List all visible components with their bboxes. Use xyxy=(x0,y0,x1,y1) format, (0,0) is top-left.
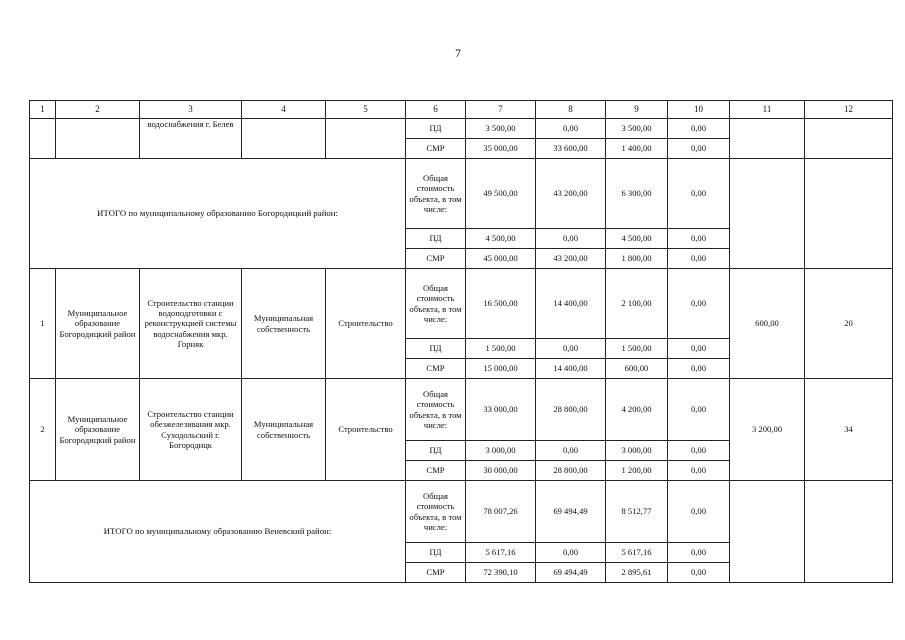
value-cell: 1 500,00 xyxy=(466,339,536,359)
value-cell: 0,00 xyxy=(668,139,730,159)
value-cell: 14 400,00 xyxy=(536,269,606,339)
column-header: 9 xyxy=(606,101,668,119)
value-cell: 16 500,00 xyxy=(466,269,536,339)
value-cell: 0,00 xyxy=(668,249,730,269)
page-number: 7 xyxy=(455,46,461,60)
value-cell: 3 000,00 xyxy=(466,441,536,461)
value-cell: 0,00 xyxy=(536,229,606,249)
cell xyxy=(730,119,805,159)
value-cell: 5 617,16 xyxy=(606,543,668,563)
value-cell: 3 500,00 xyxy=(466,119,536,139)
value-cell: 28 800,00 xyxy=(536,379,606,441)
value-cell: 0,00 xyxy=(668,441,730,461)
value-cell: 35 000,00 xyxy=(466,139,536,159)
cost-type-label: СМР xyxy=(406,461,466,481)
value-cell: 0,00 xyxy=(536,119,606,139)
value-cell: 600,00 xyxy=(606,359,668,379)
value-cell: 33 000,00 xyxy=(466,379,536,441)
table-row xyxy=(30,481,893,543)
column-header: 4 xyxy=(242,101,326,119)
cell xyxy=(730,159,805,269)
value-cell: 43 200,00 xyxy=(536,159,606,229)
column-header: 6 xyxy=(406,101,466,119)
cost-type-label: Общая стоимость объекта, в том числе: xyxy=(406,269,466,339)
value-cell: 1 400,00 xyxy=(606,139,668,159)
cost-type-label: ПД xyxy=(406,543,466,563)
value-cell: 49 500,00 xyxy=(466,159,536,229)
column-header: 1 xyxy=(30,101,56,119)
work-type-cell: Строительство xyxy=(326,379,406,481)
row-number: 2 xyxy=(30,379,56,481)
value-cell: 0,00 xyxy=(668,543,730,563)
value-cell: 6 300,00 xyxy=(606,159,668,229)
cost-type-label: СМР xyxy=(406,563,466,583)
table-row xyxy=(30,119,893,139)
subtotal-label: ИТОГО по муниципальному образованию Веневский район: xyxy=(30,481,406,583)
subtotal-label: ИТОГО по муниципальному образованию Богородицкий район: xyxy=(30,159,406,269)
value-cell: 3 200,00 xyxy=(730,379,805,481)
value-cell: 0,00 xyxy=(668,229,730,249)
value-cell: 28 800,00 xyxy=(536,461,606,481)
value-cell: 14 400,00 xyxy=(536,359,606,379)
value-cell: 78 007,26 xyxy=(466,481,536,543)
cost-type-label: СМР xyxy=(406,249,466,269)
cost-type-label: ПД xyxy=(406,441,466,461)
column-header: 11 xyxy=(730,101,805,119)
object-name-cell: Строительство станции обезжелезивания мкр. Суходольский г. Богородицк xyxy=(140,379,242,481)
table-row xyxy=(30,269,893,339)
cost-type-label: Общая стоимость объекта, в том числе: xyxy=(406,159,466,229)
cell xyxy=(805,159,893,269)
cost-type-label: Общая стоимость объекта, в том числе: xyxy=(406,481,466,543)
value-cell: 4 200,00 xyxy=(606,379,668,441)
column-header: 2 xyxy=(56,101,140,119)
value-cell: 1 200,00 xyxy=(606,461,668,481)
row-number: 1 xyxy=(30,269,56,379)
value-cell: 34 xyxy=(805,379,893,481)
municipality-cell: Муниципальное образование Богородицкий район xyxy=(56,379,140,481)
value-cell: 0,00 xyxy=(668,339,730,359)
cell xyxy=(730,481,805,583)
value-cell: 45 000,00 xyxy=(466,249,536,269)
value-cell: 30 000,00 xyxy=(466,461,536,481)
column-header: 3 xyxy=(140,101,242,119)
value-cell: 4 500,00 xyxy=(466,229,536,249)
table-row xyxy=(30,379,893,441)
value-cell: 0,00 xyxy=(668,379,730,441)
value-cell: 0,00 xyxy=(668,119,730,139)
value-cell: 4 500,00 xyxy=(606,229,668,249)
cell xyxy=(326,119,406,159)
value-cell: 43 200,00 xyxy=(536,249,606,269)
value-cell: 0,00 xyxy=(536,339,606,359)
value-cell: 2 100,00 xyxy=(606,269,668,339)
column-header: 5 xyxy=(326,101,406,119)
value-cell: 20 xyxy=(805,269,893,379)
value-cell: 0,00 xyxy=(668,359,730,379)
object-name-cell: водоснабжения г. Белев xyxy=(140,119,242,159)
ownership-cell: Муниципальная собственность xyxy=(242,379,326,481)
cost-type-label: ПД xyxy=(406,339,466,359)
value-cell: 0,00 xyxy=(668,481,730,543)
value-cell: 0,00 xyxy=(668,461,730,481)
cell xyxy=(30,119,56,159)
cell xyxy=(56,119,140,159)
cell xyxy=(805,481,893,583)
value-cell: 0,00 xyxy=(668,269,730,339)
value-cell: 0,00 xyxy=(668,159,730,229)
value-cell: 2 895,61 xyxy=(606,563,668,583)
value-cell: 69 494,49 xyxy=(536,481,606,543)
value-cell: 3 500,00 xyxy=(606,119,668,139)
value-cell: 5 617,16 xyxy=(466,543,536,563)
value-cell: 3 000,00 xyxy=(606,441,668,461)
header-row xyxy=(30,101,893,119)
value-cell: 0,00 xyxy=(536,543,606,563)
cost-type-label: СМР xyxy=(406,139,466,159)
work-type-cell: Строительство xyxy=(326,269,406,379)
cost-type-label: СМР xyxy=(406,359,466,379)
municipality-cell: Муниципальное образование Богородицкий район xyxy=(56,269,140,379)
cost-type-label: Общая стоимость объекта, в том числе: xyxy=(406,379,466,441)
cost-type-label: ПД xyxy=(406,119,466,139)
object-name-cell: Строительство станции водоподготовки с реконструкцией системы водоснабжения мкр. Горняк xyxy=(140,269,242,379)
value-cell: 600,00 xyxy=(730,269,805,379)
column-header: 10 xyxy=(668,101,730,119)
value-cell: 1 800,00 xyxy=(606,249,668,269)
ownership-cell: Муниципальная собственность xyxy=(242,269,326,379)
table-row xyxy=(30,159,893,229)
column-header: 12 xyxy=(805,101,893,119)
value-cell: 1 500,00 xyxy=(606,339,668,359)
value-cell: 69 494,49 xyxy=(536,563,606,583)
value-cell: 0,00 xyxy=(668,563,730,583)
value-cell: 8 512,77 xyxy=(606,481,668,543)
cell xyxy=(242,119,326,159)
value-cell: 0,00 xyxy=(536,441,606,461)
column-header: 8 xyxy=(536,101,606,119)
value-cell: 33 600,00 xyxy=(536,139,606,159)
cell xyxy=(805,119,893,159)
column-header: 7 xyxy=(466,101,536,119)
budget-table xyxy=(29,100,893,583)
cost-type-label: ПД xyxy=(406,229,466,249)
value-cell: 15 000,00 xyxy=(466,359,536,379)
value-cell: 72 390,10 xyxy=(466,563,536,583)
